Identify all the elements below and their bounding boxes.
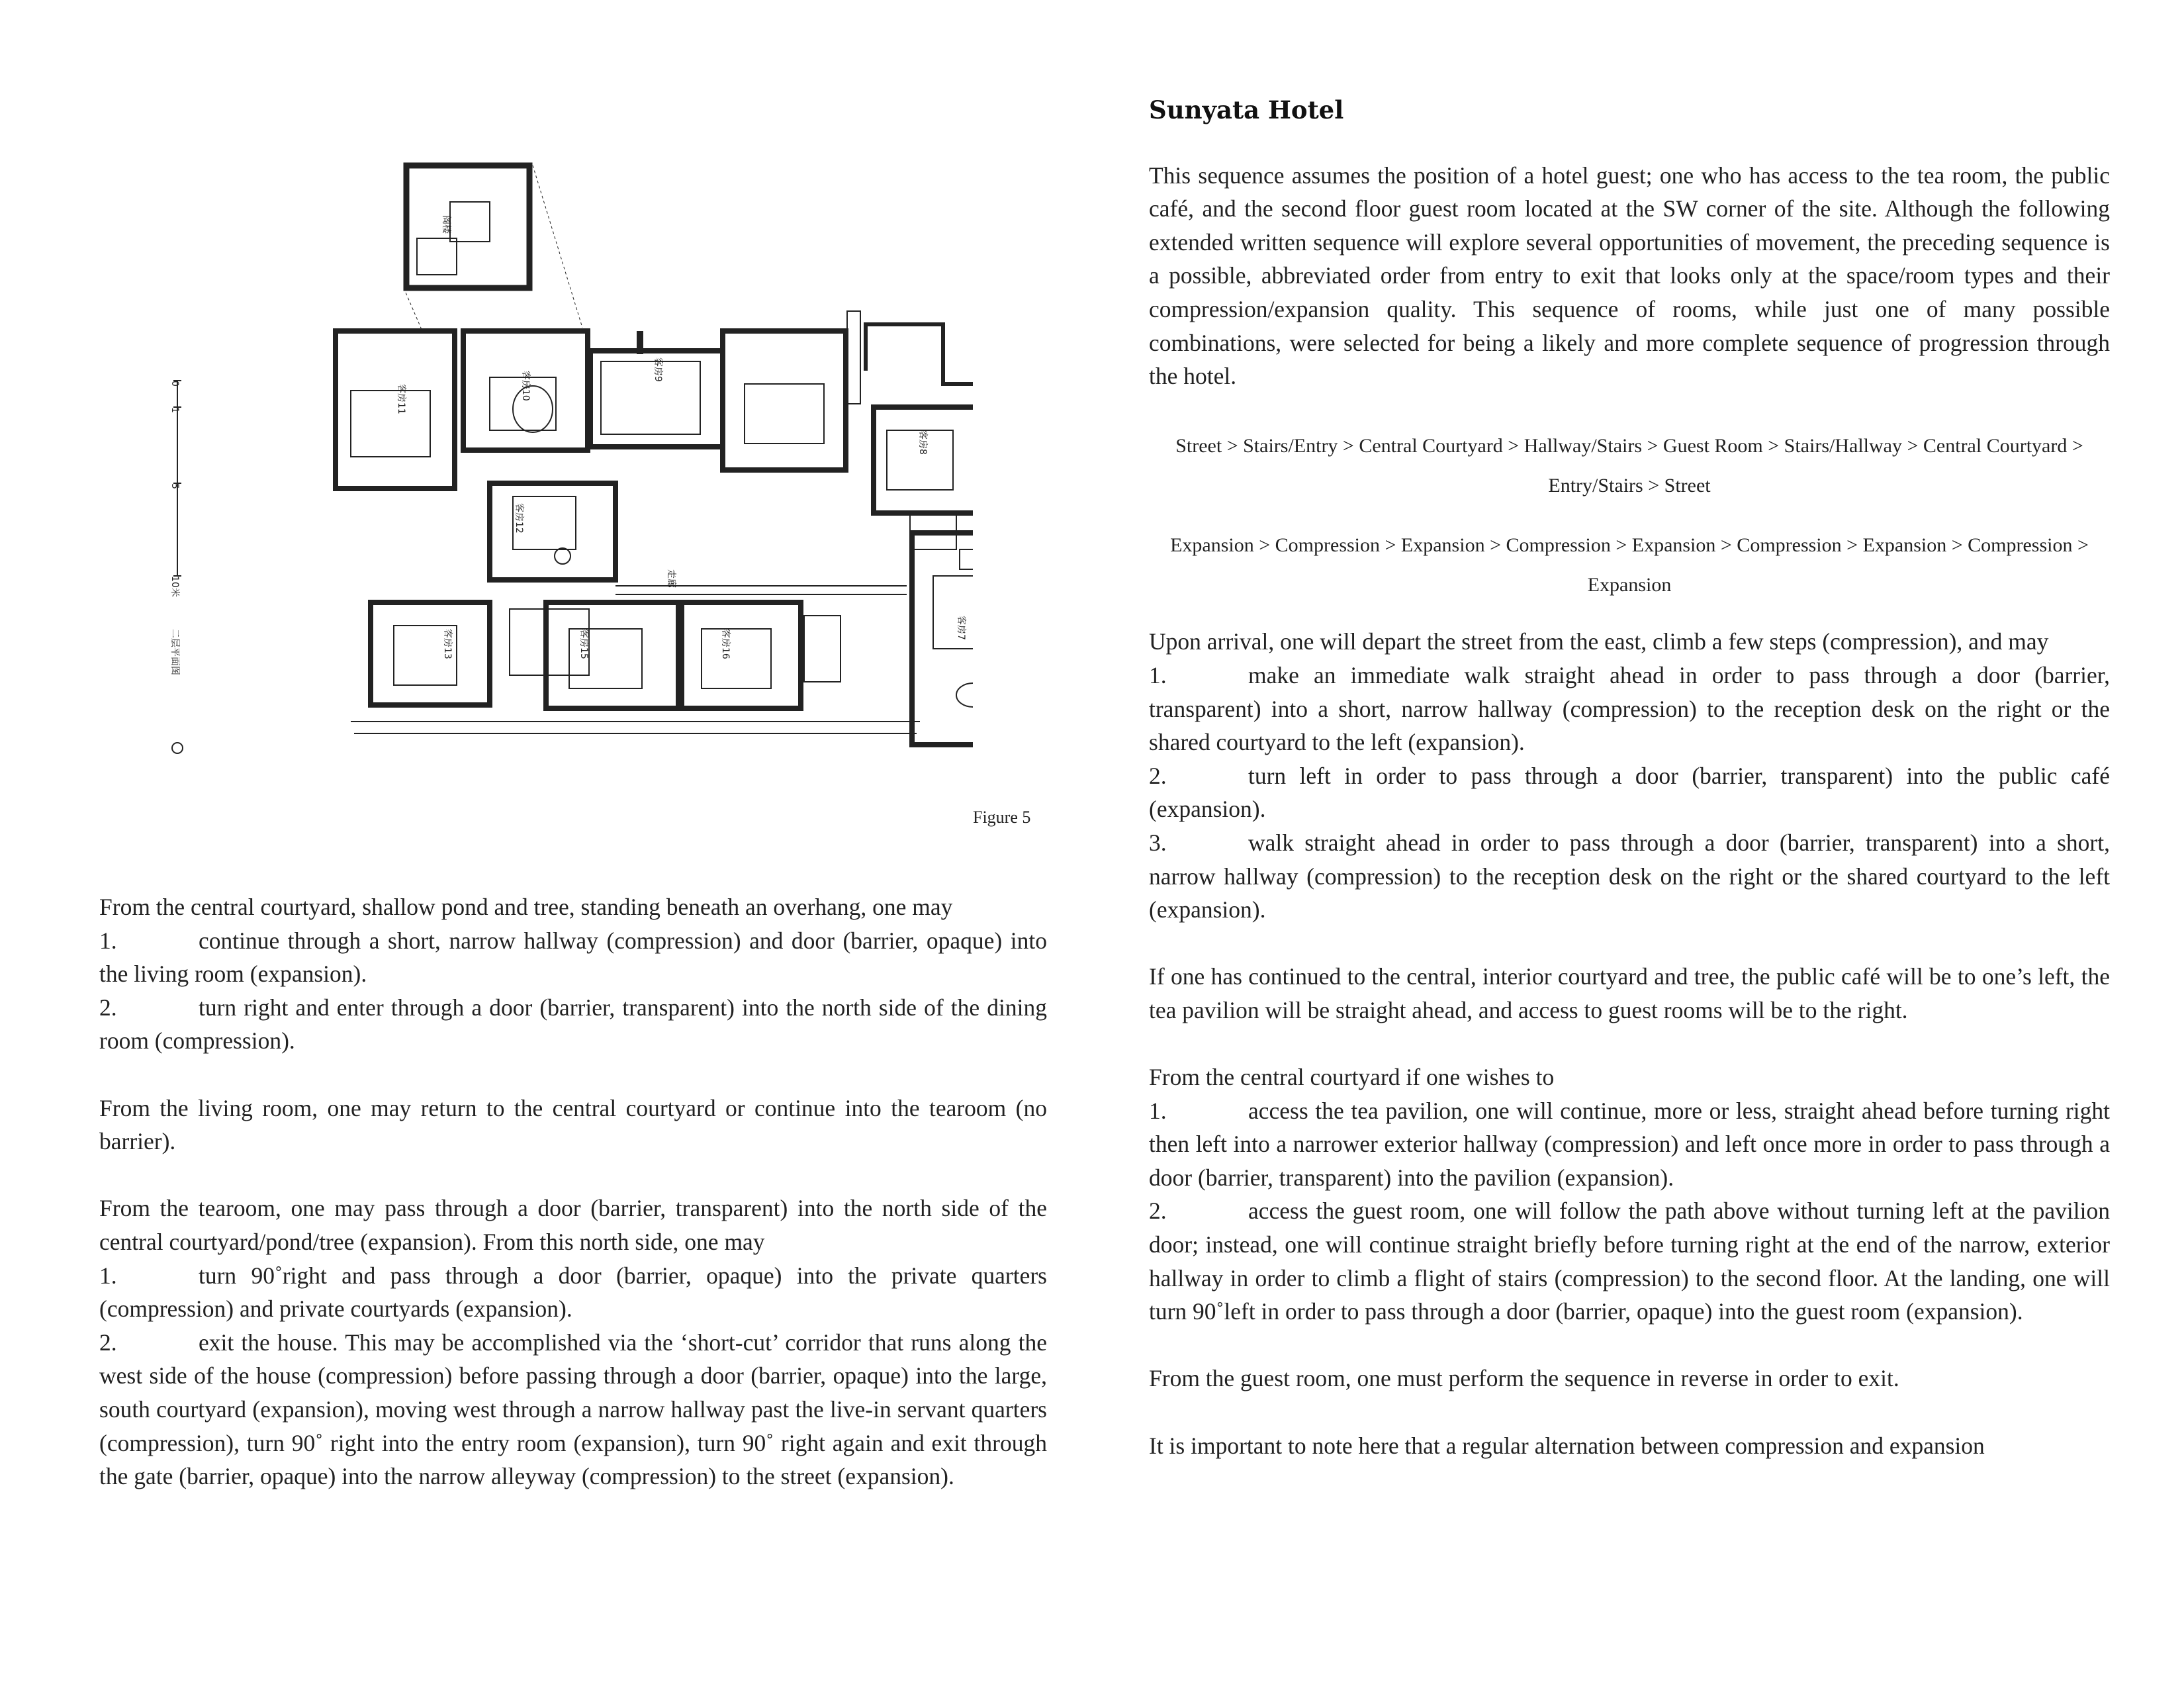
scale-tick-1: 1 — [169, 407, 180, 413]
north-arrow-icon — [172, 743, 183, 753]
right-intro-2: Upon arrival, one will depart the street from the east, climb a few steps (compression), and may — [1149, 628, 2049, 655]
east-rooms — [866, 324, 973, 745]
left-intro-3: From the tearoom, one may pass through a door (barrier, transparent) into the north side of the central courtyard/pond/tree (expansion). From this north side, one may — [99, 1195, 1047, 1255]
right-page-text — [1149, 89, 2110, 1496]
left-para-3 — [99, 1192, 1047, 1493]
figure-caption: Figure 5 — [973, 808, 1031, 827]
central-room-12 — [490, 483, 907, 594]
room-label-7: 客房7 — [956, 616, 966, 640]
list-item: 1. continue through a short, narrow hallway (compression) and door (barrier, opaque) into the living room (expansion). — [99, 927, 1047, 988]
list-item: 2. exit the house. This may be accomplished via the ‘short-cut’ corridor that runs along the west side of the house (compression) before passing through a door (barrier, opaque) into the large, south courtyard (expansion), moving west through a narrow hallway past the live-in servant quarters (compression), turn 90˚ right into the entry room (expansion), turn 90˚ right again and exit through the gate (barrier, opaque) into the narrow alleyway (compression) to the street (expansion). — [99, 1329, 1047, 1490]
north-wing — [336, 311, 860, 489]
room-label-10: 客房10 — [520, 371, 531, 401]
list-item: 1. access the tea pavilion, one will continue, more or less, straight ahead before turning right then left into a narrower exterior hallway (compression) and left once more in order to pass through a door (barrier, transparent) into the pavilion (expansion). — [1149, 1097, 2110, 1191]
corridor-label: 走廊 — [666, 569, 676, 588]
scale-tick-0: 0 — [169, 381, 180, 387]
right-para-5: From the guest room, one must perform the sequence in reverse in order to exit. — [1149, 1365, 1899, 1392]
right-para-4 — [1149, 1060, 2110, 1329]
right-para-2 — [1149, 625, 2110, 926]
south-wing — [351, 602, 920, 733]
list-item: 2. turn left in order to pass through a door (barrier, transparent) into the public café (expansion). — [1149, 762, 2110, 823]
scale-tick-5: 5 — [169, 483, 180, 489]
plan-title: 二层平面图 — [169, 629, 180, 675]
quality-sequence: Expansion > Compression > Expansion > Compression > Expansion > Compression > Expansion > Compression > Expansion — [1170, 534, 2089, 596]
list-item: 2. access the guest room, one will follow the path above without turning left at the pavilion door; instead, one will continue straight briefly before turning right at the end of the narrow, exterior hallway in order to climb a flight of stairs (compression) to the second floor. At the landing, one will turn 90˚left in order to pass through a door (barrier, opaque) into the guest room (expansion). — [1149, 1197, 2110, 1325]
left-intro-1: From the central courtyard, shallow pond and tree, standing beneath an overhang, one may — [99, 894, 953, 920]
left-page-text — [99, 890, 1047, 1526]
floor-plan-figure — [152, 152, 973, 761]
room-label-11: 客房11 — [396, 384, 406, 414]
left-para-2: From the living room, one may return to the central courtyard or continue into the tearoom (no barrier). — [99, 1094, 1047, 1155]
list-item: 3. walk straight ahead in order to pass through a door (barrier, transparent) into a short, narrow hallway (compression) to the reception desk on the right or the shared courtyard to the left (expansion). — [1149, 829, 2110, 923]
room-label-12: 客房12 — [514, 503, 524, 534]
room-label-16: 客房16 — [720, 629, 731, 659]
list-item: 2. turn right and enter through a door (barrier, transparent) into the north side of the dining room (compression). — [99, 994, 1047, 1055]
right-para-1: This sequence assumes the position of a hotel guest; one who has access to the tea room, the public café, and the second floor guest room located at the SW corner of the site. Although the following extended written sequence will explore several opportunities of movement, the preceding sequence is a possible, abbreviated order from entry to exit that looks only at the space/room types and their compression/expansion quality. This sequence of rooms, while just one of many possible combinations, were selected for being a likely and more complete sequence of progression through the hotel. — [1149, 162, 2110, 390]
right-para-3: If one has continued to the central, interior courtyard and tree, the public café will be to one’s left, the tea pavilion will be straight ahead, and access to guest rooms will be to the right. — [1149, 963, 2110, 1023]
room-label-attic: 阁楼 — [441, 215, 451, 234]
room-label-13: 客房13 — [442, 629, 453, 659]
attic-room — [406, 165, 529, 288]
space-sequence: Street > Stairs/Entry > Central Courtyard > Hallway/Stairs > Guest Room > Stairs/Hallway > Central Courtyard > Entry/Stairs > Street — [1175, 435, 2083, 497]
left-para-1 — [99, 890, 1047, 1058]
list-item: 1. turn 90˚right and pass through a door (barrier, opaque) into the private quarters (compression) and private courtyards (expansion). — [99, 1262, 1047, 1323]
list-item: 1. make an immediate walk straight ahead in order to pass through a door (barrier, transparent) into a short, narrow hallway (compression) to the reception desk on the right or the shared courtyard to the left (expansion). — [1149, 661, 2110, 756]
section-title: Sunyata Hotel — [1149, 95, 1344, 124]
scale-tick-10: 10米 — [169, 576, 180, 597]
right-para-6: It is important to note here that a regular alternation between compression and expansion — [1149, 1432, 1985, 1459]
room-label-15: 客房15 — [578, 629, 589, 659]
room-label-9: 客房9 — [653, 357, 663, 382]
right-intro-4: From the central courtyard if one wishes to — [1149, 1064, 1555, 1091]
room-label-8: 客房8 — [917, 430, 928, 455]
